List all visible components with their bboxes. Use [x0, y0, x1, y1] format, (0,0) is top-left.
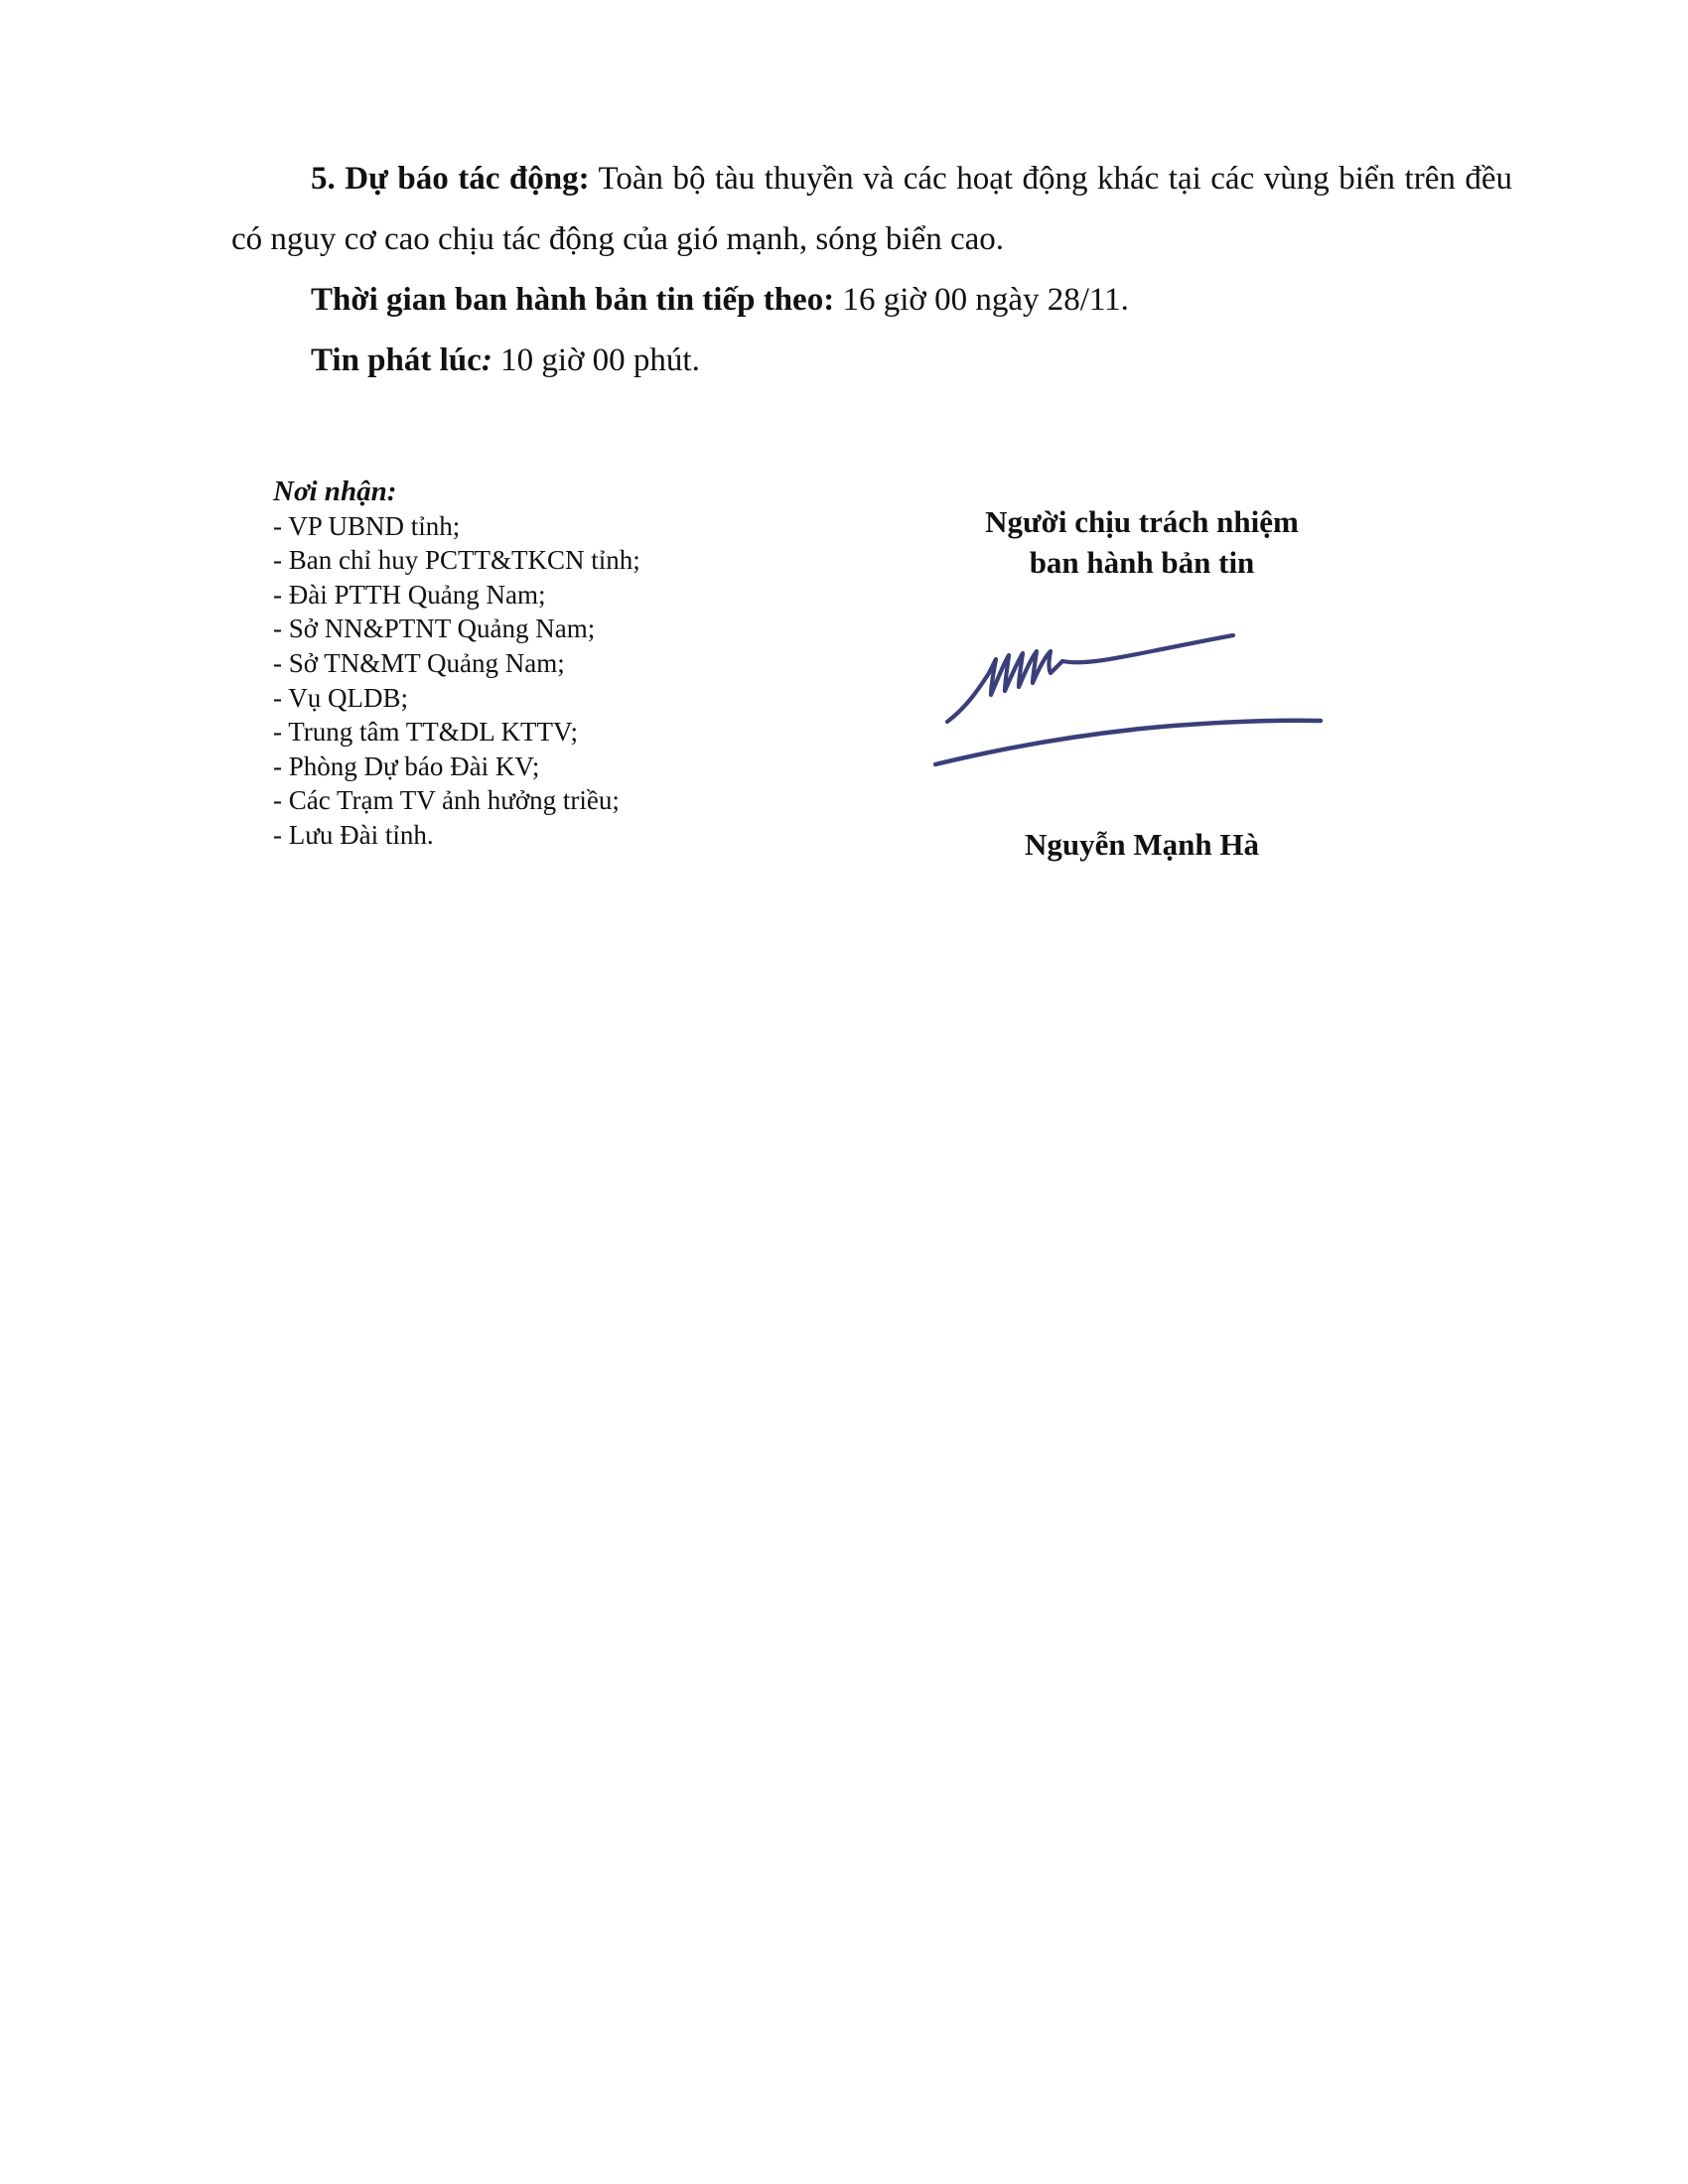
issued-at-text: 10 giờ 00 phút.	[492, 342, 700, 378]
recipient-item: - VP UBND tỉnh;	[273, 510, 461, 541]
recipient-item: - Sở TN&MT Quảng Nam;	[273, 647, 565, 678]
recipient-item: - Sở NN&PTNT Quảng Nam;	[273, 614, 596, 644]
signature-stroke	[947, 635, 1233, 722]
impact-forecast-text: Toàn bộ tàu thuyền và các hoạt động khác tại các vùng biển trên đều có nguy cơ cao chịu tác động của gió mạnh, sóng biển cao.	[231, 161, 1512, 257]
bulletin-body	[231, 149, 1512, 391]
issued-at-colon: :	[481, 342, 492, 378]
next-bulletin-text: 16 giờ 00 ngày 28/11.	[834, 282, 1129, 318]
next-bulletin-paragraph	[231, 270, 1512, 331]
issued-at-paragraph	[231, 331, 1512, 391]
recipient-item: - Vụ QLDB;	[273, 682, 409, 713]
issued-at-label: Tin phát lúc	[311, 342, 482, 378]
signature-underline	[935, 721, 1321, 764]
impact-forecast-label: 5. Dự báo tác động:	[311, 161, 590, 197]
handwritten-signature	[933, 625, 1340, 784]
recipient-item: - Lưu Đài tỉnh.	[273, 819, 434, 850]
recipients-list	[273, 509, 789, 853]
signer-title-line-2: ban hành bản tin	[1029, 545, 1255, 580]
recipient-item: - Ban chỉ huy PCTT&TKCN tỉnh;	[273, 545, 640, 576]
recipients-block	[273, 475, 789, 853]
signer-title-block	[894, 501, 1390, 583]
recipient-item: - Đài PTTH Quảng Nam;	[273, 579, 546, 610]
impact-forecast-paragraph	[231, 149, 1512, 270]
next-bulletin-label: Thời gian ban hành bản tin tiếp theo:	[311, 282, 835, 318]
recipient-item: - Phòng Dự báo Đài KV;	[273, 751, 540, 781]
signer-title-line-1: Người chịu trách nhiệm	[985, 504, 1299, 539]
signer-name: Nguyễn Mạnh Hà	[1025, 827, 1259, 862]
recipient-item: - Các Trạm TV ảnh hưởng triều;	[273, 785, 620, 816]
recipient-item: - Trung tâm TT&DL KTTV;	[273, 717, 578, 748]
recipients-heading: Nơi nhận:	[273, 476, 397, 507]
